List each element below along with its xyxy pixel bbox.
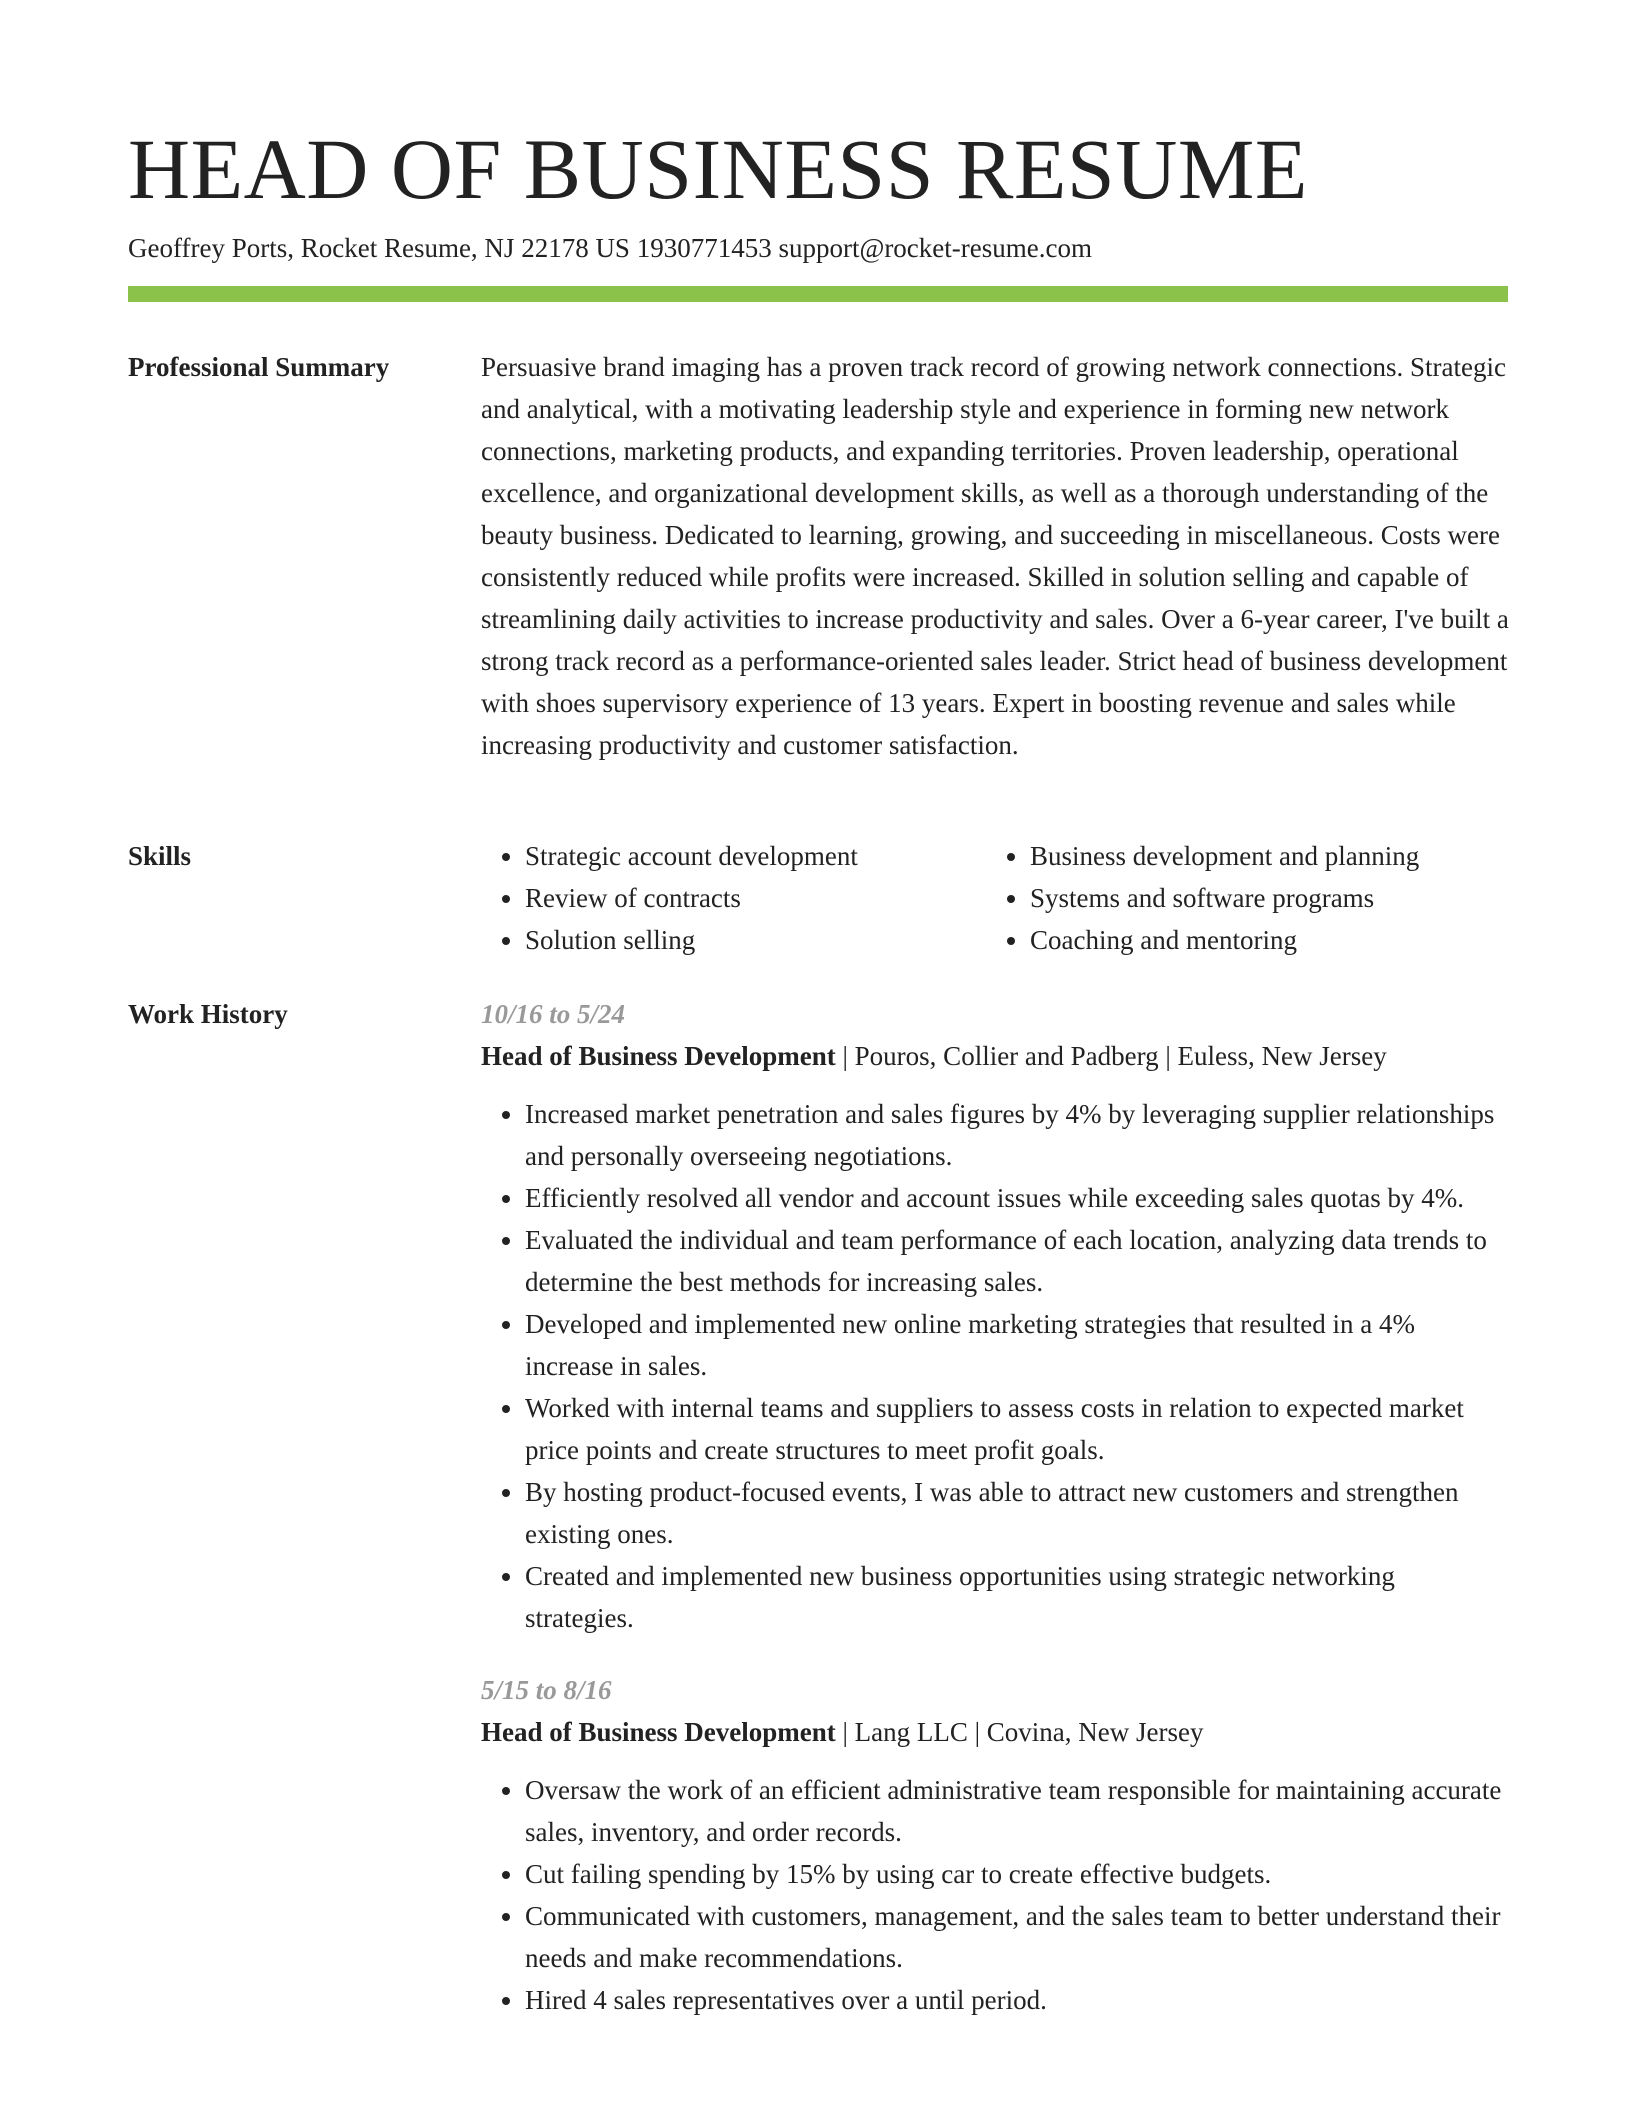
skill-item: • Systems and software programs xyxy=(1030,877,1509,919)
skill-item: • Review of contracts xyxy=(525,877,986,919)
job-bullet: • Cut failing spending by 15% by using car to create effective budgets. xyxy=(525,1853,1509,1895)
job-bullet: • Worked with internal teams and suppliers to assess costs in relation to expected market price points and create structures to meet profit goals. xyxy=(525,1387,1509,1471)
job-bullet: • Created and implemented new business opportunities using strategic networking strategies. xyxy=(525,1555,1509,1639)
skill-item: • Strategic account development xyxy=(525,835,986,877)
job-bullet: • Hired 4 sales representatives over a until period. xyxy=(525,1979,1509,2021)
summary-section xyxy=(481,346,1509,766)
skills-label: Skills xyxy=(128,841,192,871)
job-company-location: | Pouros, Collier and Padberg | Euless, New Jersey xyxy=(835,1041,1387,1071)
job-bullet: • Communicated with customers, management, and the sales team to better understand their needs and make recommendations. xyxy=(525,1895,1509,1979)
job-entry xyxy=(481,993,1509,1639)
skill-item: • Business development and planning xyxy=(1030,835,1509,877)
skills-section xyxy=(481,835,1509,961)
skills-list-right xyxy=(986,835,1509,961)
job-bullet: • Efficiently resolved all vendor and account issues while exceeding sales quotas by 4%. xyxy=(525,1177,1509,1219)
contact-line: Geoffrey Ports, Rocket Resume, NJ 22178 US 1930771453 support@rocket-resume.com xyxy=(128,233,1092,263)
job-title: Head of Business Development xyxy=(481,1041,836,1071)
job-bullet: • Oversaw the work of an efficient administrative team responsible for maintaining accurate sales, inventory, and order records. xyxy=(525,1769,1509,1853)
summary-text: Persuasive brand imaging has a proven track record of growing network connections. Strategic and analytical, with a motivating leadership style and experience in forming new network connections, marketing products, and expanding territories. Proven leadership, operational excellence, and organizational development skills, as well as a thorough understanding of the beauty business. Dedicated to learning, growing, and succeeding in miscellaneous. Costs were consistently reduced while profits were increased. Skilled in solution selling and capable of streamlining daily activities to increase productivity and sales. Over a 6-year career, I've built a strong track record as a performance-oriented sales leader. Strict head of business development with shoes supervisory experience of 13 years. Expert in boosting revenue and sales while increasing productivity and customer satisfaction. xyxy=(481,352,1509,760)
job-date: 10/16 to 5/24 xyxy=(481,999,626,1029)
job-bullet: • Increased market penetration and sales figures by 4% by leveraging supplier relationships and personally overseeing negotiations. xyxy=(525,1093,1509,1177)
accent-divider xyxy=(128,286,1508,302)
job-heading xyxy=(481,1711,1509,1753)
job-bullet: • By hosting product-focused events, I was able to attract new customers and strengthen existing ones. xyxy=(525,1471,1509,1555)
summary-label: Professional Summary xyxy=(128,352,390,382)
work-history-section xyxy=(481,993,1509,2021)
job-date: 5/15 to 8/16 xyxy=(481,1675,612,1705)
skills-list-left xyxy=(481,835,986,961)
work-history-label: Work History xyxy=(128,999,288,1029)
skill-item: • Solution selling xyxy=(525,919,986,961)
job-title: Head of Business Development xyxy=(481,1717,836,1747)
job-bullet: • Evaluated the individual and team performance of each location, analyzing data trends to determine the best methods for increasing sales. xyxy=(525,1219,1509,1303)
job-bullet: • Developed and implemented new online marketing strategies that resulted in a 4% increase in sales. xyxy=(525,1303,1509,1387)
job-heading xyxy=(481,1035,1509,1077)
job-bullets xyxy=(481,1769,1509,2021)
resume-title: HEAD OF BUSINESS RESUME xyxy=(128,121,1308,217)
job-company-location: | Lang LLC | Covina, New Jersey xyxy=(835,1717,1204,1747)
skill-item: • Coaching and mentoring xyxy=(1030,919,1509,961)
job-entry xyxy=(481,1669,1509,2021)
job-bullets xyxy=(481,1093,1509,1639)
